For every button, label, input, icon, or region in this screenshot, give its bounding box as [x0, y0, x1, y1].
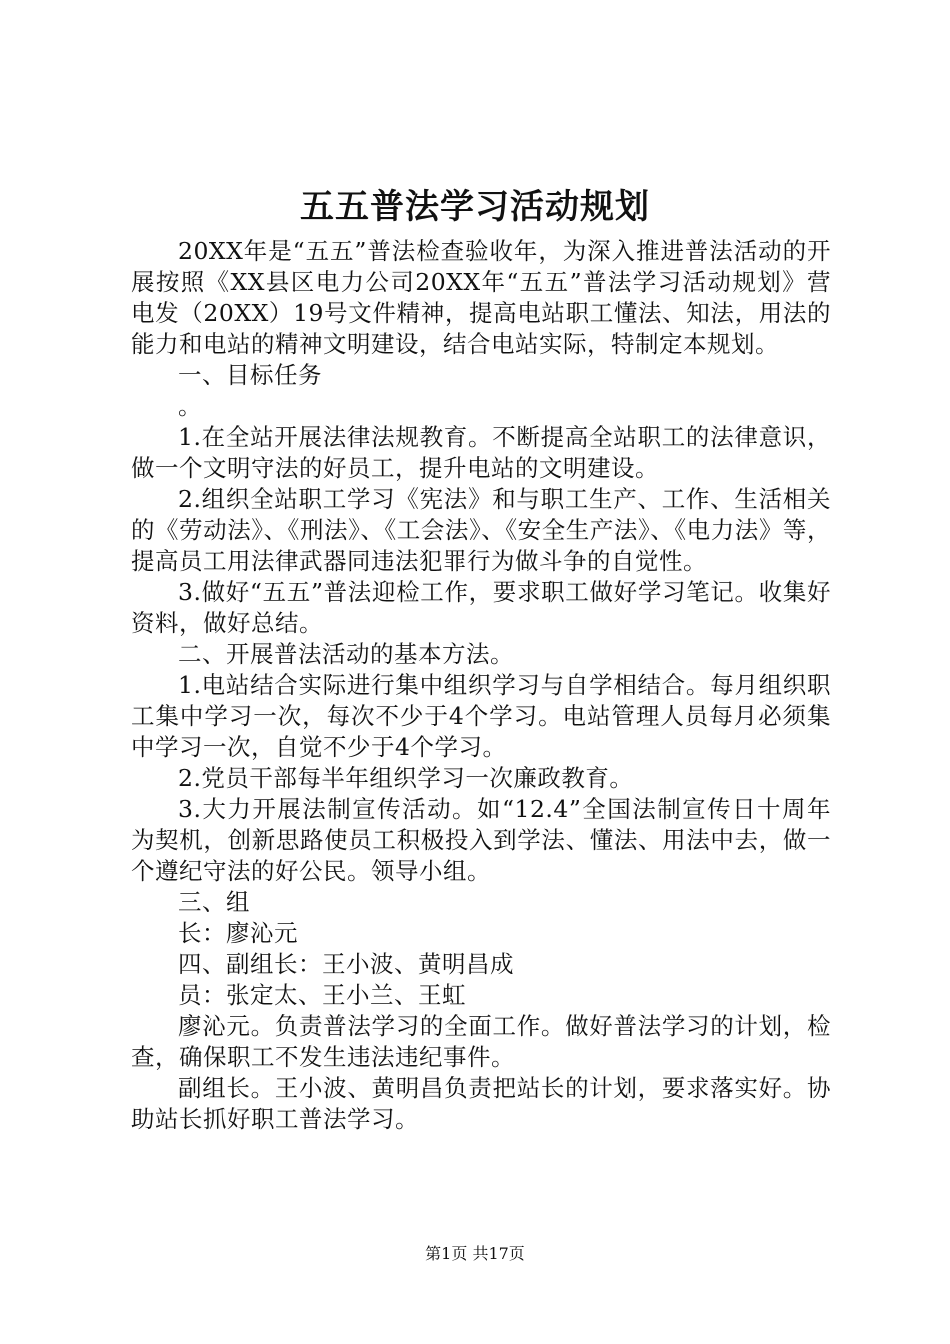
paragraph-leader: 长：廖沁元: [178, 919, 298, 947]
paragraph-method-3: 3.大力开展法制宣传活动。如“12.4”全国法制宣传日十周年为契机，创新思路使员工积极投入到学法、懂法、用法中去，做一个遵纪守法的好公民。领导小组。: [131, 795, 831, 885]
paragraph-deputy-duty: 副组长。王小波、黄明昌负责把站长的计划，要求落实好。协助站长抓好职工普法学习。: [131, 1074, 831, 1133]
heading-group: 三、组: [178, 888, 250, 916]
document-body: [131, 236, 831, 1135]
paragraph-mark: 。: [178, 392, 202, 420]
paragraph-deputy-leaders: 四、副组长：王小波、黄明昌成: [178, 950, 514, 978]
paragraph-method-2: 2.党员干部每半年组织学习一次廉政教育。: [178, 764, 634, 792]
paragraph-goal-2: 2.组织全站职工学习《宪法》和与职工生产、工作、生活相关的《劳动法》、《刑法》、《工会法》、《安全生产法》、《电力法》等，提高员工用法律武器同违法犯罪行为做斗争的自觉性。: [131, 485, 831, 575]
paragraph-intro: 20XX年是“五五”普法检查验收年，为深入推进普法活动的开展按照《XX县区电力公司20XX年“五五”普法学习活动规划》营电发（20XX）19号文件精神，提高电站职工懂法、知法，用法的能力和电站的精神文明建设，结合电站实际，特制定本规划。: [131, 237, 831, 358]
paragraph-goal-1: 1.在全站开展法律法规教育。不断提高全站职工的法律意识，做一个文明守法的好员工，提升电站的文明建设。: [131, 423, 831, 482]
heading-goals: 一、目标任务: [178, 361, 322, 389]
paragraph-leader-duty: 廖沁元。负责普法学习的全面工作。做好普法学习的计划，检查，确保职工不发生违法违纪事件。: [131, 1012, 831, 1071]
page-number-footer: 第1页 共17页: [425, 1244, 525, 1263]
paragraph-members: 员：张定太、王小兰、王虹: [178, 981, 466, 1009]
paragraph-goal-3: 3.做好“五五”普法迎检工作，要求职工做好学习笔记。收集好资料，做好总结。: [131, 578, 831, 637]
paragraph-method-1: 1.电站结合实际进行集中组织学习与自学相结合。每月组织职工集中学习一次，每次不少于4个学习。电站管理人员每月必须集中学习一次，自觉不少于4个学习。: [131, 671, 831, 761]
heading-methods: 二、开展普法活动的基本方法。: [178, 640, 514, 668]
document-title: 五五普法学习活动规划: [300, 187, 650, 227]
